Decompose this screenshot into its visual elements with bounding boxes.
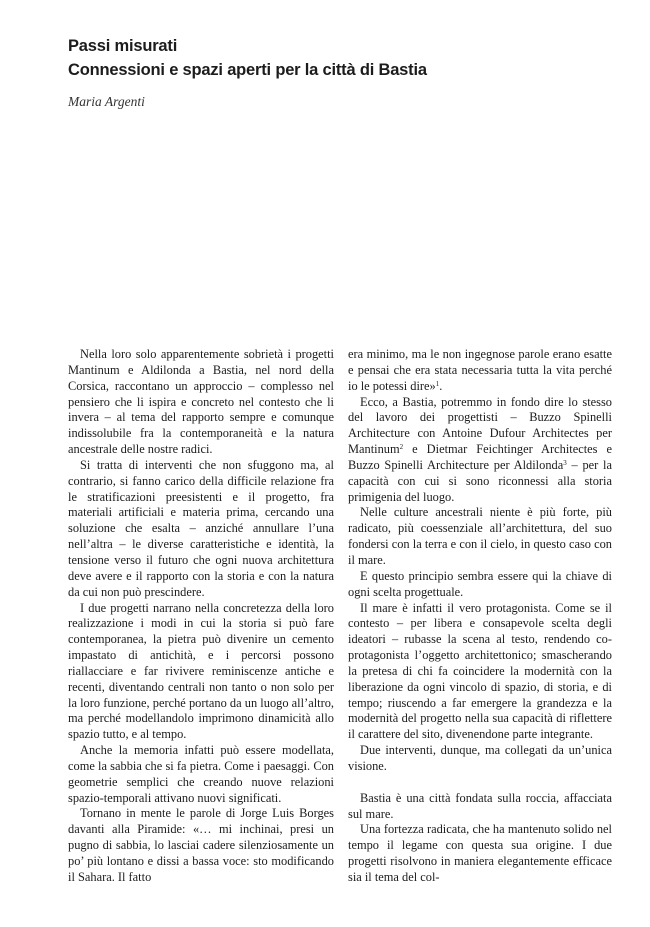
paragraph: Bastia è una città fondata sulla roccia, affacciata sul mare. bbox=[348, 790, 612, 821]
title-line-1: Passi misurati bbox=[68, 37, 178, 55]
paragraph: Nelle culture ancestrali niente è più forte, più radicato, più coessenziale all’architettura, del suo fondersi con la terra e con il cielo, in questo caso con il mare. bbox=[348, 505, 612, 567]
paragraph: Si tratta di interventi che non sfuggono ma, al contrario, si fanno carico della difficile relazione fra le stratificazioni preesistenti e il progetto, fra materiali artificiali e materia prima, cercando una soluzione che esalta – anziché annullare l’una nell’altra – le diverse caratteristiche e identità, la tensione verso il futuro che ogni nuova architettura deve avere e il rapporto con la storia e con la natura da cui non può prescindere. bbox=[68, 457, 334, 599]
paragraph: E questo principio sembra essere qui la chiave di ogni scelta progettuale. bbox=[348, 568, 612, 599]
paragraph: Tornano in mente le parole di Jorge Luis Borges davanti alla Piramide: «… mi inchinai, presi un pugno di sabbia, lo lasciai cadere silenziosamente un po’ più lontano e dissi a bassa voce: sto modificando il Sahara. Il fatto bbox=[68, 806, 334, 884]
paragraph: Due interventi, dunque, ma collegati da un’unica visione. bbox=[348, 743, 612, 773]
footnote-ref: 2 bbox=[399, 443, 404, 452]
paragraph: Ecco, a Bastia, potremmo in fondo dire lo stesso del lavoro dei progettisti – Buzzo Spinelli Architecture con Antoine Dufour Architectes per Mantinum$^2$ e Dietmar Feichtinger Architectes e Buzzo Spinelli Architecture per Aldilonda$^3$ – per la capacità con cui si sono riconnessi alla storia primigenia del luogo. bbox=[348, 394, 612, 504]
text-column-right bbox=[348, 347, 612, 886]
paragraph: I due progetti narrano nella concretezza della loro realizzazione i modi in cui la storia si può fare contemporanea, la pietra può divenire un cemento impastato di antichità, e i percorsi possono riallacciare e far rivivere reminiscenze antiche e recenti, diventando centrali non tanto o non solo per la loro funzione, perché portano da un luogo all’altro, ma perché modellandolo imprimono dinamicità allo spazio tutto, e al tempo. bbox=[68, 600, 334, 742]
article-title bbox=[68, 34, 608, 82]
paragraph: Anche la memoria infatti può essere modellata, come la sabbia che si fa pietra. Come i paesaggi. Con geometrie semplici che creando nuove relazioni spazio-temporali attivano nuovi significati. bbox=[68, 743, 334, 805]
author-name: Maria Argenti bbox=[68, 94, 145, 109]
paragraph: Una fortezza radicata, che ha mantenuto solido nel tempo il legame con questa sua origine. I due progetti risolvono in maniera elegantemente efficace sia il tema del col- bbox=[348, 822, 612, 884]
text-column-left bbox=[68, 347, 334, 886]
paragraph: Il mare è infatti il vero protagonista. Come se il contesto – per libera e consapevole scelta degli ideatori – rubasse la scena al testo, rendendo co-protagonista l’oggetto architettonico; smascherando la pretesa di chi fa coincidere la modernità con la liberazione da ogni vincolo di spazio, di storia, e di tempo; riuscendo a far emergere la grandezza e la modernità del progetto nella sua capacità di riflettere il carattere del sito, divenendone parte integrante. bbox=[348, 600, 612, 742]
article-header bbox=[68, 34, 608, 110]
footnote-ref: 1 bbox=[435, 379, 440, 388]
paragraph: Nella loro solo apparentemente sobrietà i progetti Mantinum e Aldilonda a Bastia, nel nord della Corsica, raccontano un approccio – complesso nel pensiero che li ispira e concreto nel contesto che li invera – al tema del rapporto sempre e comunque indissolubile fra la contemporaneità e la natura ancestrale delle nostre radici. bbox=[68, 347, 334, 457]
paragraph-continued: era minimo, ma le non ingegnose parole erano esatte e pensai che era stata necessaria tutta la vita perché io le potessi dire»$^1$. bbox=[348, 347, 612, 393]
footnote-ref: 3 bbox=[563, 458, 567, 467]
title-line-2: Connessioni e spazi aperti per la città di Bastia bbox=[68, 61, 427, 79]
